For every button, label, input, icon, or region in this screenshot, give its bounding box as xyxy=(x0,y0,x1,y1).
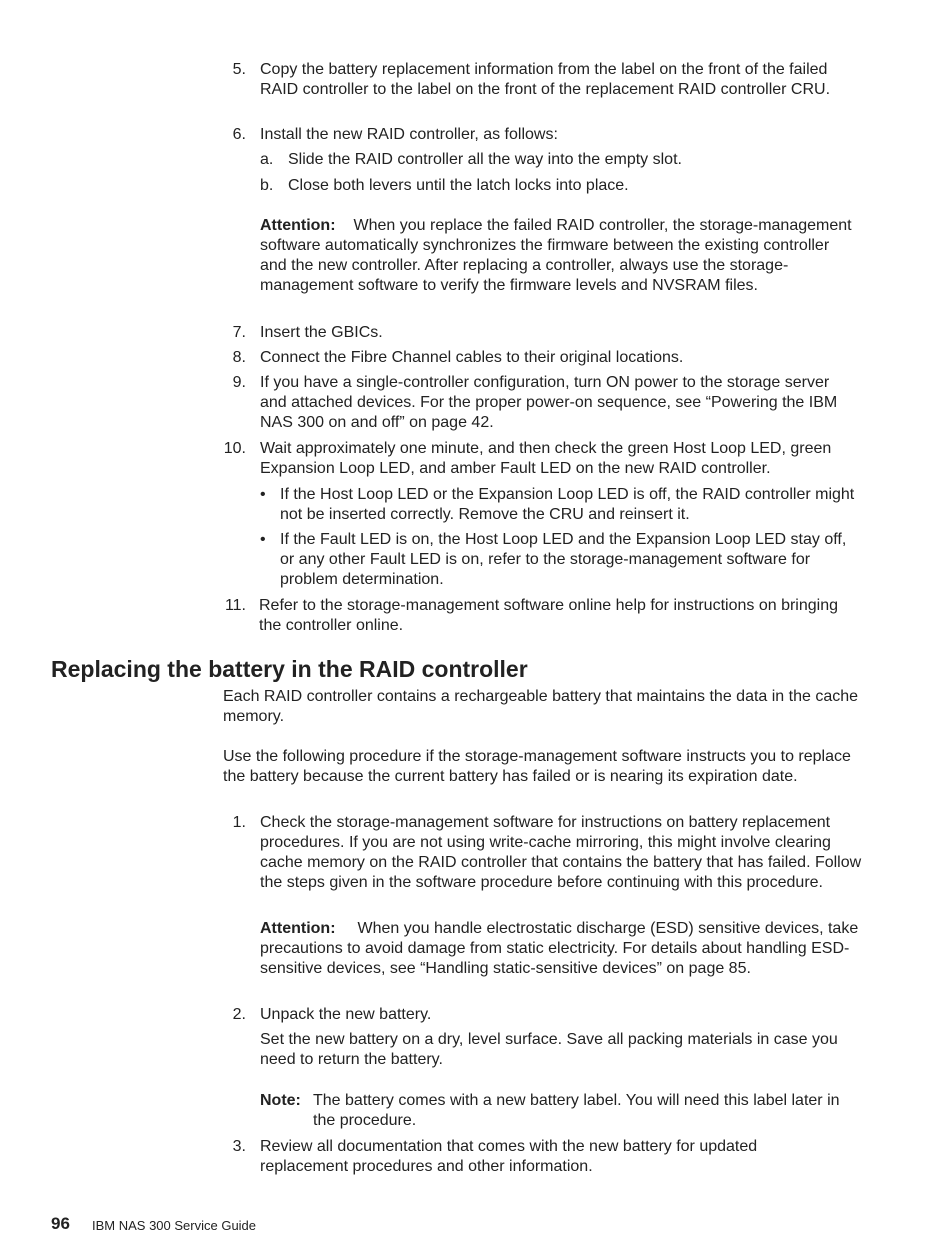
step-number: 7. xyxy=(232,324,246,341)
attention-label: Attention: xyxy=(260,217,336,234)
bullet-text: If the Fault LED is on, the Host Loop LED and the Expansion Loop LED stay off, or any other Fault LED is on, refer to the storage-management software for problem determination. xyxy=(280,531,847,588)
step-number: 6. xyxy=(232,126,246,143)
attention-text: When you replace the failed RAID controller, the storage-management software automatically synchronizes the firmware between the existing controller and the new controller. After replacing a controller, always use the storage-management software to verify the firmware levels and NVSRAM files. xyxy=(260,217,852,294)
step-text: Install the new RAID controller, as follows: xyxy=(260,126,558,143)
step-number: 8. xyxy=(232,349,246,366)
bullet-text: If the Host Loop LED or the Expansion Loop LED is off, the RAID controller might not be inserted correctly. Remove the CRU and reinsert it. xyxy=(280,486,855,523)
step-number: 11. xyxy=(224,597,246,614)
step-text: Connect the Fibre Channel cables to their original locations. xyxy=(260,349,684,366)
bullet-mark: • xyxy=(260,486,266,503)
attention-label: Attention: xyxy=(260,920,336,937)
step-text: Wait approximately one minute, and then check the green Host Loop LED, green Expansion Loop LED, and amber Fault LED on the new RAID controller. xyxy=(260,440,832,477)
step-number: 1. xyxy=(232,814,246,831)
step-paragraph: Set the new battery on a dry, level surface. Save all packing materials in case you need to return the battery. xyxy=(260,1031,838,1068)
page-number: 96 xyxy=(51,1214,70,1233)
book-title: IBM NAS 300 Service Guide xyxy=(92,1218,257,1233)
substep-letter: b. xyxy=(260,177,274,194)
bullet-mark: • xyxy=(260,531,266,548)
step-text: Review all documentation that comes with the new battery for updated replacement procedures and other information. xyxy=(260,1138,758,1175)
step-text: Refer to the storage-management software online help for instructions on bringing the controller online. xyxy=(259,597,838,634)
step-number: 9. xyxy=(232,374,246,391)
step-text: Check the storage-management software for instructions on battery replacement procedures. If you are not using write-cache mirroring, this might involve clearing cache memory on the RAID controller that contains the battery that has failed. Follow the steps given in the software procedure before continuing with this procedure. xyxy=(260,814,862,891)
substep-letter: a. xyxy=(260,151,274,168)
substep-text: Slide the RAID controller all the way into the empty slot. xyxy=(288,151,682,168)
substep-text: Close both levers until the latch locks into place. xyxy=(288,177,629,194)
note-text: The battery comes with a new battery label. You will need this label later in the procedure. xyxy=(313,1092,840,1129)
section-heading: Replacing the battery in the RAID controller xyxy=(51,656,528,682)
step-number: 10. xyxy=(223,440,246,457)
step-number: 2. xyxy=(232,1006,246,1023)
step-text: Copy the battery replacement information from the label on the front of the failed RAID controller to the label on the front of the replacement RAID controller CRU. xyxy=(260,61,831,98)
attention-note xyxy=(260,919,860,979)
section-paragraph: Each RAID controller contains a rechargeable battery that maintains the data in the cache memory. xyxy=(223,688,859,725)
step-text: Insert the GBICs. xyxy=(260,324,383,341)
section-paragraph: Use the following procedure if the storage-management software instructs you to replace the battery because the current battery has failed or is nearing its expiration date. xyxy=(223,748,851,785)
note-label: Note: xyxy=(260,1092,301,1109)
attention-note xyxy=(260,216,860,296)
step-number: 5. xyxy=(232,61,246,78)
attention-text: When you handle electrostatic discharge (ESD) sensitive devices, take precautions to avoid damage from static electricity. For details about handling ESD-sensitive devices, see “Handling static-sensitive devices” on page 85. xyxy=(260,920,859,977)
step-number: 3. xyxy=(232,1138,246,1155)
step-text: Unpack the new battery. xyxy=(260,1006,432,1023)
step-text: If you have a single-controller configuration, turn ON power to the storage server and attached devices. For the proper power-on sequence, see “Powering the IBM NAS 300 on and off” on page 42. xyxy=(260,374,838,431)
